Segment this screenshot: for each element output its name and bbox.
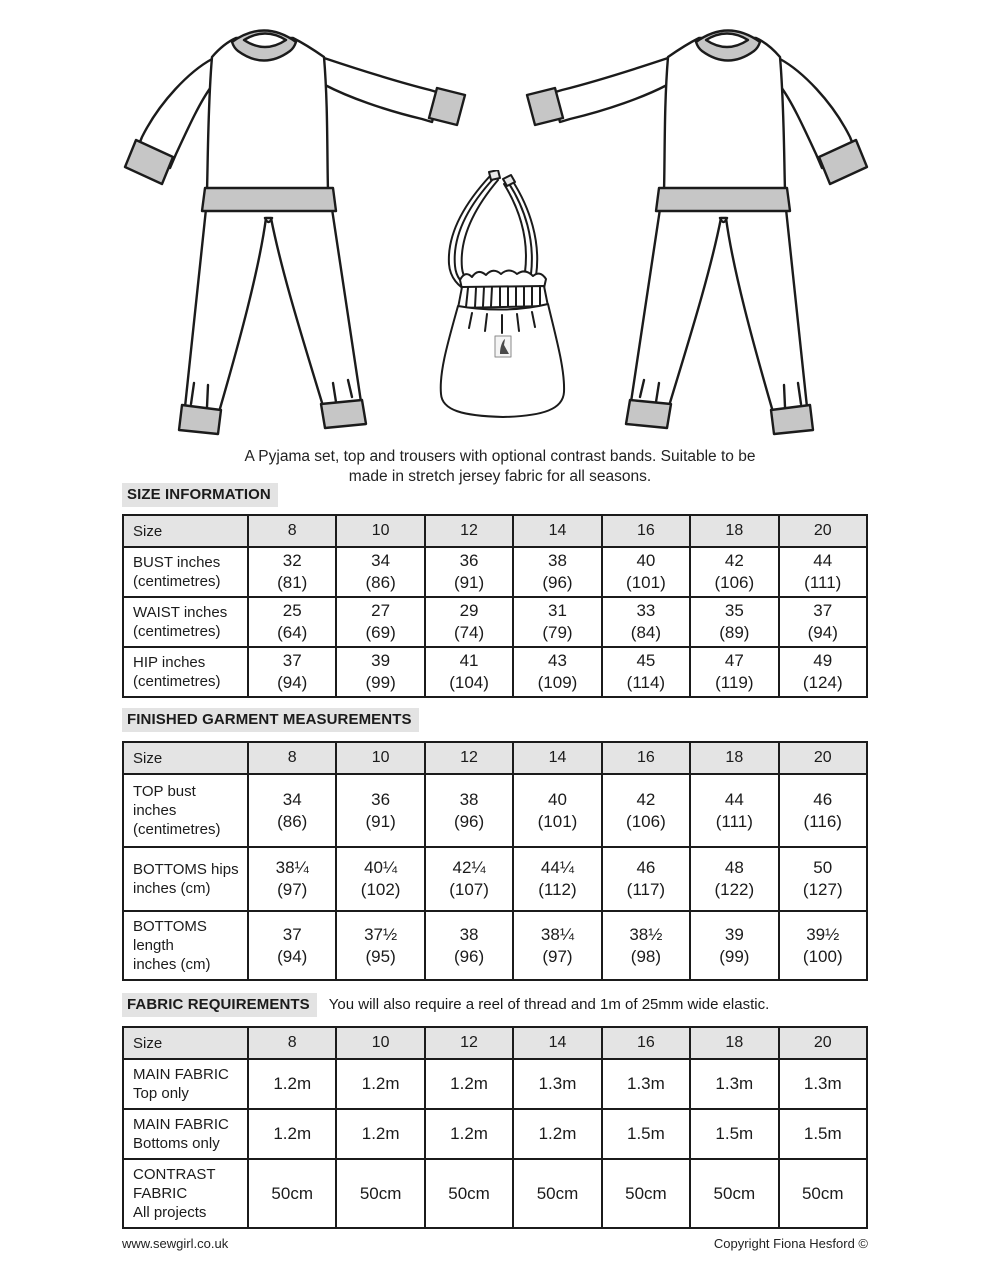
pyjama-front-illustration <box>112 25 472 437</box>
description-line-1: A Pyjama set, top and trousers with optional contrast bands. Suitable to be <box>244 448 756 465</box>
size-column-header: 8 <box>248 515 336 547</box>
table-row <box>123 847 867 911</box>
value-cell: 1.5m <box>779 1109 867 1159</box>
section-size-information <box>122 483 868 698</box>
value-cell: 34 (86) <box>336 547 424 597</box>
size-column-header: 14 <box>513 742 601 774</box>
value-cell: 50cm <box>690 1159 778 1228</box>
size-information-table <box>122 514 868 698</box>
table-row <box>123 1159 867 1228</box>
value-cell: 44¼ (112) <box>513 847 601 911</box>
value-cell: 38¼ (97) <box>248 847 336 911</box>
description-line-2: made in stretch jersey fabric for all seasons. <box>348 468 652 485</box>
fabric-note: You will also require a reel of thread and 1m of 25mm wide elastic. <box>328 996 770 1013</box>
size-column-header: 18 <box>690 515 778 547</box>
value-cell: 45 (114) <box>602 647 690 697</box>
value-cell: 39 (99) <box>690 911 778 980</box>
value-cell: 42 (106) <box>602 774 690 847</box>
value-cell: 39½ (100) <box>779 911 867 980</box>
pattern-description <box>0 447 1000 487</box>
value-cell: 1.2m <box>425 1059 513 1109</box>
value-cell: 40 (101) <box>602 547 690 597</box>
size-column-header: 20 <box>779 515 867 547</box>
row-label-cell: CONTRAST FABRIC All projects <box>123 1159 248 1228</box>
value-cell: 50cm <box>425 1159 513 1228</box>
row-label-cell: MAIN FABRIC Bottoms only <box>123 1109 248 1159</box>
row-label-cell: WAIST inches (centimetres) <box>123 597 248 647</box>
value-cell: 25 (64) <box>248 597 336 647</box>
value-cell: 1.3m <box>602 1059 690 1109</box>
value-cell: 1.2m <box>513 1109 601 1159</box>
value-cell: 46 (117) <box>602 847 690 911</box>
value-cell: 1.5m <box>690 1109 778 1159</box>
size-column-header: 8 <box>248 742 336 774</box>
value-cell: 41 (104) <box>425 647 513 697</box>
value-cell: 44 (111) <box>690 774 778 847</box>
value-cell: 40¼ (102) <box>336 847 424 911</box>
table-header-row <box>123 742 867 774</box>
value-cell: 50cm <box>513 1159 601 1228</box>
value-cell: 38 (96) <box>513 547 601 597</box>
value-cell: 32 (81) <box>248 547 336 597</box>
row-label-cell: BUST inches (centimetres) <box>123 547 248 597</box>
value-cell: 37 (94) <box>248 647 336 697</box>
value-cell: 34 (86) <box>248 774 336 847</box>
size-column-header: 20 <box>779 1027 867 1059</box>
value-cell: 35 (89) <box>690 597 778 647</box>
value-cell: 1.5m <box>602 1109 690 1159</box>
value-cell: 42¼ (107) <box>425 847 513 911</box>
row-label-cell: BOTTOMS hips inches (cm) <box>123 847 248 911</box>
value-cell: 50cm <box>779 1159 867 1228</box>
value-cell: 1.2m <box>336 1059 424 1109</box>
value-cell: 49 (124) <box>779 647 867 697</box>
value-cell: 50 (127) <box>779 847 867 911</box>
value-cell: 1.3m <box>513 1059 601 1109</box>
size-column-header: 12 <box>425 515 513 547</box>
value-cell: 42 (106) <box>690 547 778 597</box>
size-column-header: 12 <box>425 742 513 774</box>
table-row <box>123 1109 867 1159</box>
value-cell: 37 (94) <box>779 597 867 647</box>
size-column-header: 14 <box>513 1027 601 1059</box>
table-row <box>123 1059 867 1109</box>
website-url: www.sewgirl.co.uk <box>122 1236 229 1251</box>
value-cell: 38 (96) <box>425 774 513 847</box>
value-cell: 1.3m <box>779 1059 867 1109</box>
row-label-cell: HIP inches (centimetres) <box>123 647 248 697</box>
value-cell: 38½ (98) <box>602 911 690 980</box>
table-row <box>123 911 867 980</box>
size-column-header: 16 <box>602 742 690 774</box>
size-column-header: 16 <box>602 1027 690 1059</box>
value-cell: 50cm <box>602 1159 690 1228</box>
size-column-header: 8 <box>248 1027 336 1059</box>
value-cell: 1.2m <box>248 1059 336 1109</box>
row-label-cell: TOP bust inches (centimetres) <box>123 774 248 847</box>
pyjama-back-illustration <box>520 25 880 437</box>
size-column-header: 20 <box>779 742 867 774</box>
finished-garment-table <box>122 741 868 981</box>
value-cell: 29 (74) <box>425 597 513 647</box>
copyright-text: Copyright Fiona Hesford © <box>713 1236 868 1251</box>
value-cell: 31 (79) <box>513 597 601 647</box>
value-cell: 43 (109) <box>513 647 601 697</box>
value-cell: 27 (69) <box>336 597 424 647</box>
size-column-header: 16 <box>602 515 690 547</box>
size-column-header: 18 <box>690 1027 778 1059</box>
value-cell: 50cm <box>248 1159 336 1228</box>
drawstring-bag-illustration <box>432 170 572 422</box>
size-header-cell: Size <box>123 742 248 774</box>
size-header-cell: Size <box>123 1027 248 1059</box>
table-header-row <box>123 515 867 547</box>
value-cell: 50cm <box>336 1159 424 1228</box>
row-label-cell: MAIN FABRIC Top only <box>123 1059 248 1109</box>
section-heading: FINISHED GARMENT MEASUREMENTS <box>122 708 419 732</box>
size-column-header: 18 <box>690 742 778 774</box>
value-cell: 40 (101) <box>513 774 601 847</box>
table-row <box>123 774 867 847</box>
value-cell: 36 (91) <box>425 547 513 597</box>
section-heading: SIZE INFORMATION <box>122 483 278 507</box>
page-footer <box>122 1236 868 1251</box>
table-header-row <box>123 1027 867 1059</box>
value-cell: 38¼ (97) <box>513 911 601 980</box>
value-cell: 37 (94) <box>248 911 336 980</box>
fabric-requirements-table <box>122 1026 868 1229</box>
section-finished-garment-measurements <box>122 708 868 981</box>
illustration-strip <box>0 0 1000 440</box>
value-cell: 1.2m <box>248 1109 336 1159</box>
value-cell: 1.3m <box>690 1059 778 1109</box>
value-cell: 1.2m <box>425 1109 513 1159</box>
value-cell: 33 (84) <box>602 597 690 647</box>
table-row <box>123 547 867 597</box>
table-row <box>123 647 867 697</box>
value-cell: 46 (116) <box>779 774 867 847</box>
value-cell: 48 (122) <box>690 847 778 911</box>
size-column-header: 14 <box>513 515 601 547</box>
value-cell: 37½ (95) <box>336 911 424 980</box>
size-column-header: 12 <box>425 1027 513 1059</box>
size-column-header: 10 <box>336 515 424 547</box>
value-cell: 38 (96) <box>425 911 513 980</box>
section-heading: FABRIC REQUIREMENTS <box>122 993 317 1017</box>
value-cell: 44 (111) <box>779 547 867 597</box>
value-cell: 1.2m <box>336 1109 424 1159</box>
section-fabric-requirements <box>122 993 868 1229</box>
size-header-cell: Size <box>123 515 248 547</box>
value-cell: 36 (91) <box>336 774 424 847</box>
size-column-header: 10 <box>336 742 424 774</box>
size-column-header: 10 <box>336 1027 424 1059</box>
value-cell: 39 (99) <box>336 647 424 697</box>
value-cell: 47 (119) <box>690 647 778 697</box>
table-row <box>123 597 867 647</box>
row-label-cell: BOTTOMS length inches (cm) <box>123 911 248 980</box>
